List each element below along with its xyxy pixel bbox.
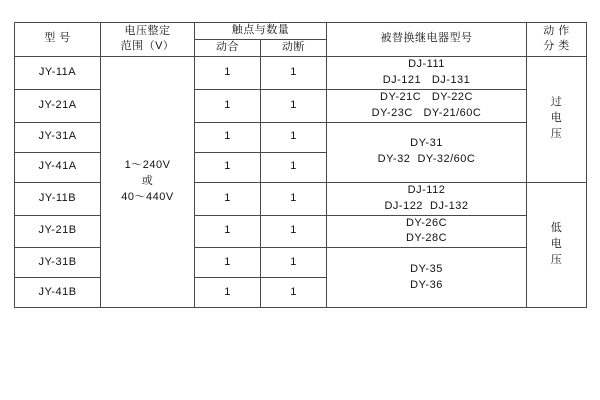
- table-row: [15, 248, 587, 278]
- header-contacts-break: 动断: [261, 39, 327, 56]
- cell-replaced-relay: [327, 89, 527, 122]
- action-char-3: 压: [550, 253, 563, 266]
- replaced-line-2: DY-23C DY-21/60C: [371, 106, 482, 119]
- replaced-line-1: DJ-111: [408, 57, 445, 70]
- header-model: 型 号: [15, 23, 101, 57]
- cell-replaced-relay: [327, 182, 527, 215]
- cell-contacts-make: 1: [195, 278, 261, 308]
- cell-contacts-make: 1: [195, 182, 261, 215]
- replaced-line-1: DY-35: [410, 262, 443, 275]
- cell-voltage-range: [101, 56, 195, 308]
- cell-model: JY-41B: [15, 278, 101, 308]
- cell-model: JY-31A: [15, 122, 101, 152]
- cell-contacts-make: 1: [195, 152, 261, 182]
- table-row: [15, 215, 587, 248]
- cell-contacts-break: 1: [261, 152, 327, 182]
- voltage-line-1: 1～240V: [124, 159, 171, 172]
- table-header-row-1: [15, 23, 587, 40]
- cell-contacts-break: 1: [261, 89, 327, 122]
- cell-contacts-break: 1: [261, 182, 327, 215]
- voltage-line-3: 40～440V: [121, 191, 174, 204]
- replaced-line-1: DY-21C DY-22C: [380, 90, 473, 103]
- cell-contacts-break: 1: [261, 215, 327, 248]
- cell-contacts-break: 1: [261, 122, 327, 152]
- cell-contacts-make: 1: [195, 215, 261, 248]
- replaced-line-2: DY-32 DY-32/60C: [377, 153, 476, 166]
- cell-contacts-break: 1: [261, 248, 327, 278]
- header-replaced-relay: 被替换继电器型号: [327, 23, 527, 57]
- replaced-line-2: DJ-121 DJ-131: [382, 73, 471, 86]
- cell-action-classification: [527, 56, 587, 182]
- cell-contacts-break: 1: [261, 56, 327, 89]
- replaced-line-2: DY-28C: [405, 232, 448, 245]
- header-contacts-make: 动合: [195, 39, 261, 56]
- cell-contacts-break: 1: [261, 278, 327, 308]
- header-action-classification: [527, 23, 587, 57]
- cell-model: JY-21B: [15, 215, 101, 248]
- action-char-2: 电: [550, 238, 563, 251]
- table-row: [15, 182, 587, 215]
- table-row: [15, 56, 587, 89]
- cell-replaced-relay: [327, 122, 527, 182]
- voltage-line-2: 或: [141, 175, 154, 188]
- header-contacts-group: 触点与数量: [195, 23, 327, 40]
- cell-action-classification: [527, 182, 587, 308]
- replaced-line-1: DY-31: [410, 137, 443, 150]
- header-voltage-setting-line2: 范围（V）: [120, 40, 175, 53]
- cell-model: JY-11A: [15, 56, 101, 89]
- replaced-line-2: DJ-122 DJ-132: [384, 199, 469, 212]
- cell-contacts-make: 1: [195, 89, 261, 122]
- cell-model: JY-11B: [15, 182, 101, 215]
- action-char-1: 过: [550, 96, 563, 109]
- cell-model: JY-41A: [15, 152, 101, 182]
- header-voltage-setting-line1: 电压整定: [124, 24, 171, 37]
- action-char-1: 低: [550, 222, 563, 235]
- replaced-line-2: DY-36: [410, 278, 443, 291]
- action-char-2: 电: [550, 112, 563, 125]
- header-action-line2: 分 类: [543, 40, 570, 53]
- relay-spec-table: [14, 22, 587, 308]
- cell-model: JY-21A: [15, 89, 101, 122]
- cell-contacts-make: 1: [195, 56, 261, 89]
- cell-replaced-relay: [327, 248, 527, 308]
- cell-contacts-make: 1: [195, 122, 261, 152]
- cell-replaced-relay: [327, 215, 527, 248]
- replaced-line-1: DY-26C: [405, 216, 448, 229]
- cell-contacts-make: 1: [195, 248, 261, 278]
- replaced-line-1: DJ-112: [407, 183, 446, 196]
- action-char-3: 压: [550, 128, 563, 141]
- cell-model: JY-31B: [15, 248, 101, 278]
- table-row: [15, 89, 587, 122]
- cell-replaced-relay: [327, 56, 527, 89]
- header-voltage-setting: [101, 23, 195, 57]
- header-action-line1: 动 作: [543, 24, 570, 37]
- table-row: [15, 122, 587, 152]
